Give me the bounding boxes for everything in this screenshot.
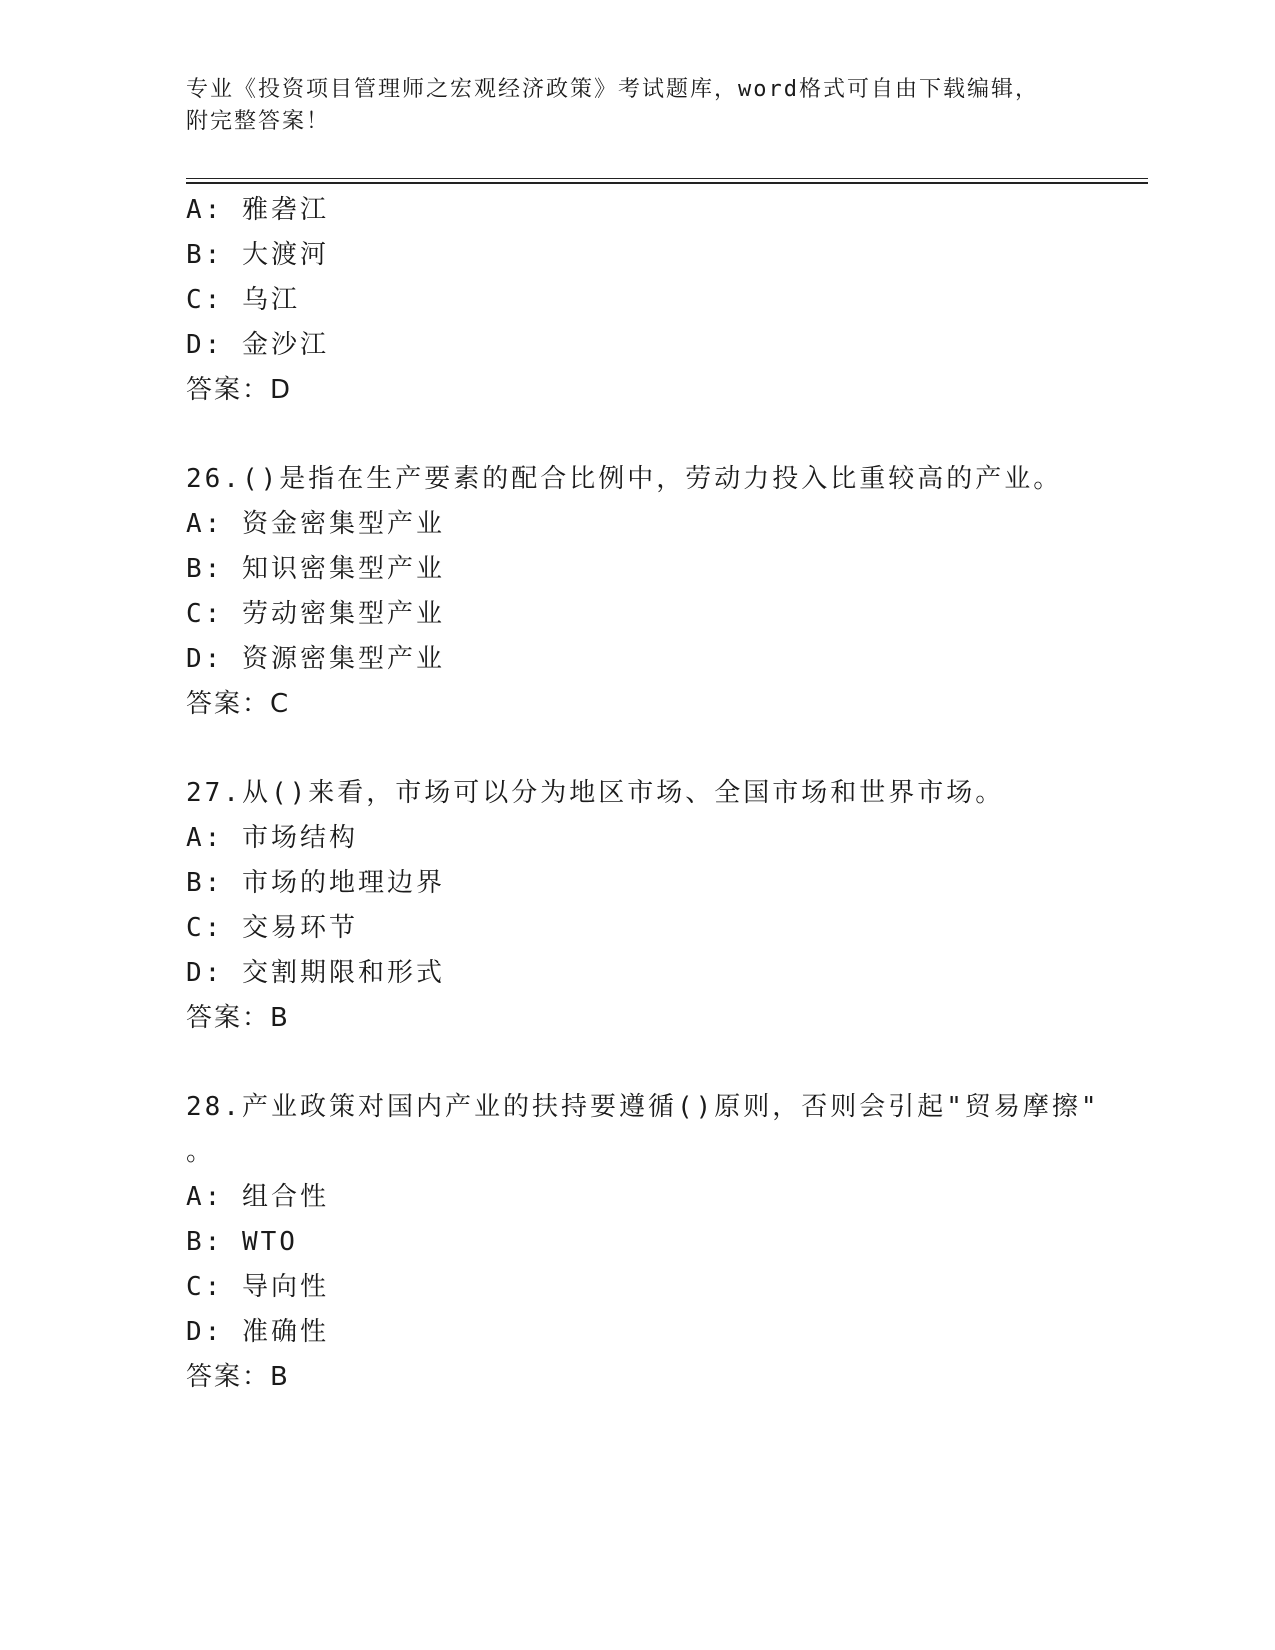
question-block-25 <box>186 188 1086 413</box>
question-list <box>186 188 1100 1400</box>
option-a: A: 市场结构 <box>186 823 358 853</box>
header-divider-thin <box>186 178 1148 179</box>
option-c: C: 乌江 <box>186 285 300 315</box>
option-c: C: 导向性 <box>186 1272 329 1302</box>
option-a: A: 组合性 <box>186 1182 329 1212</box>
document-header <box>186 74 1086 138</box>
header-divider-thick <box>186 182 1148 184</box>
option-b: B: 知识密集型产业 <box>186 554 445 584</box>
answer-line: 答案：B <box>186 1003 290 1033</box>
question-block-28 <box>186 1085 1100 1400</box>
answer-line: 答案：B <box>186 1362 290 1392</box>
option-b: B: 大渡河 <box>186 240 329 270</box>
option-b: B: 市场的地理边界 <box>186 868 445 898</box>
option-a: A: 资金密集型产业 <box>186 509 445 539</box>
header-line-1: 专业《投资项目管理师之宏观经济政策》考试题库，word格式可自由下载编辑， <box>186 77 1039 102</box>
answer-line: 答案：D <box>186 375 293 405</box>
question-stem: 26.()是指在生产要素的配合比例中，劳动力投入比重较高的产业。 <box>186 464 1063 494</box>
option-d: D: 资源密集型产业 <box>186 644 445 674</box>
question-block-27 <box>186 771 1086 1041</box>
question-block-26 <box>186 457 1086 727</box>
header-line-2: 附完整答案！ <box>186 109 331 134</box>
question-stem: 28.产业政策对国内产业的扶持要遵循()原则，否则会引起"贸易摩擦" <box>186 1092 1100 1122</box>
question-stem: 27.从()来看，市场可以分为地区市场、全国市场和世界市场。 <box>186 778 1005 808</box>
option-d: D: 金沙江 <box>186 330 329 360</box>
option-c: C: 劳动密集型产业 <box>186 599 445 629</box>
question-stem-tail: 。 <box>186 1137 216 1167</box>
option-c: C: 交易环节 <box>186 913 358 943</box>
option-b: B: WTO <box>186 1227 298 1257</box>
option-d: D: 交割期限和形式 <box>186 958 445 988</box>
option-d: D: 准确性 <box>186 1317 329 1347</box>
answer-line: 答案：C <box>186 689 291 719</box>
option-a: A: 雅砻江 <box>186 195 329 225</box>
